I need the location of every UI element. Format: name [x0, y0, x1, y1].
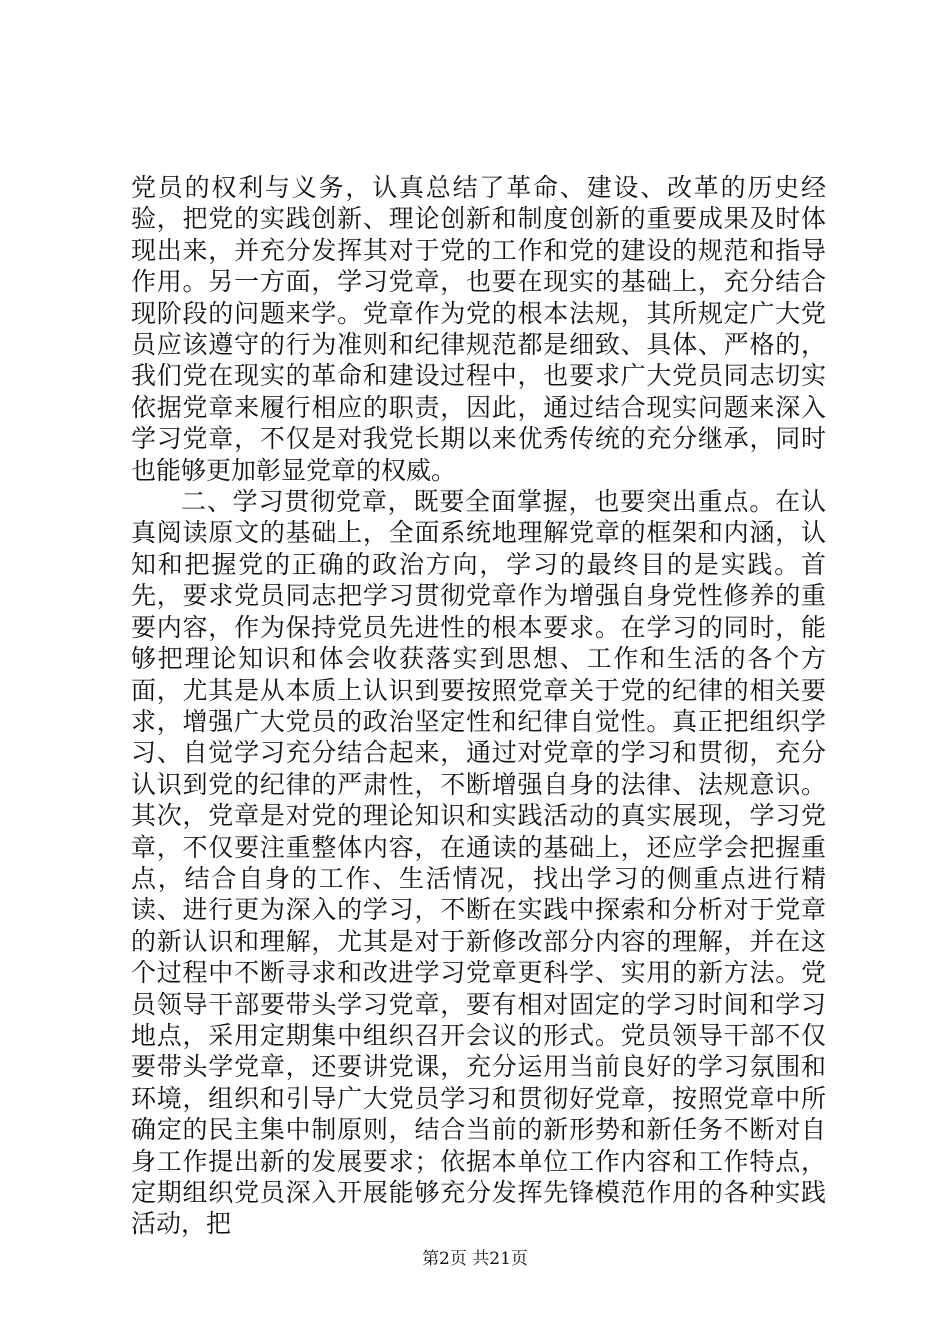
document-body: [131, 172, 826, 1240]
page-number-footer: 第2页 共21页: [422, 1249, 528, 1269]
paragraph-2: 二、学习贯彻党章，既要全面掌握，也要突出重点。在认真阅读原文的基础上，全面系统地理解党章的框架和内涵，认知和把握党的正确的政治方向，学习的最终目的是实践。首先，要求党员同志把学习贯彻党章作为增强自身党性修养的重要内容，作为保持党员先进性的根本要求。在学习的同时，能够把理论知识和体会收获落实到思想、工作和生活的各个方面，尤其是从本质上认识到要按照党章关于党的纪律的相关要求，增强广大党员的政治坚定性和纪律自觉性。真正把组织学习、自觉学习充分结合起来，通过对党章的学习和贯彻，充分认识到党的纪律的严肃性，不断增强自身的法律、法规意识。其次，党章是对党的理论知识和实践活动的真实展现，学习党章，不仅要注重整体内容，在通读的基础上，还应学会把握重点，结合自身的工作、生活情况，找出学习的侧重点进行精读、进行更为深入的学习，不断在实践中探索和分析对于党章的新认识和理解，尤其是对于新修改部分内容的理解，并在这个过程中不断寻求和改进学习党章更科学、实用的新方法。党员领导干部要带头学习党章，要有相对固定的学习时间和学习地点，采用定期集中组织召开会议的形式。党员领导干部不仅要带头学党章，还要讲党课，充分运用当前良好的学习氛围和环境，组织和引导广大党员学习和贯彻好党章，按照党章中所确定的民主集中制原则，结合当前的新形势和新任务不断对自身工作提出新的发展要求；依据本单位工作内容和工作特点，定期组织党员深入开展能够充分发挥先锋模范作用的各种实践活动，把: [131, 487, 826, 1239]
paragraph-1: 党员的权利与义务，认真总结了革命、建设、改革的历史经验，把党的实践创新、理论创新和制度创新的重要成果及时体现出来，并充分发挥其对于党的工作和党的建设的规范和指导作用。另一方面，学习党章，也要在现实的基础上，充分结合现阶段的问题来学。党章作为党的根本法规，其所规定广大党员应该遵守的行为准则和纪律规范都是细致、具体、严格的，我们党在现实的革命和建设过程中，也要求广大党员同志切实依据党章来履行相应的职责，因此，通过结合现实问题来深入学习党章，不仅是对我党长期以来优秀传统的充分继承，同时也能够更加彰显党章的权威。: [131, 173, 826, 485]
